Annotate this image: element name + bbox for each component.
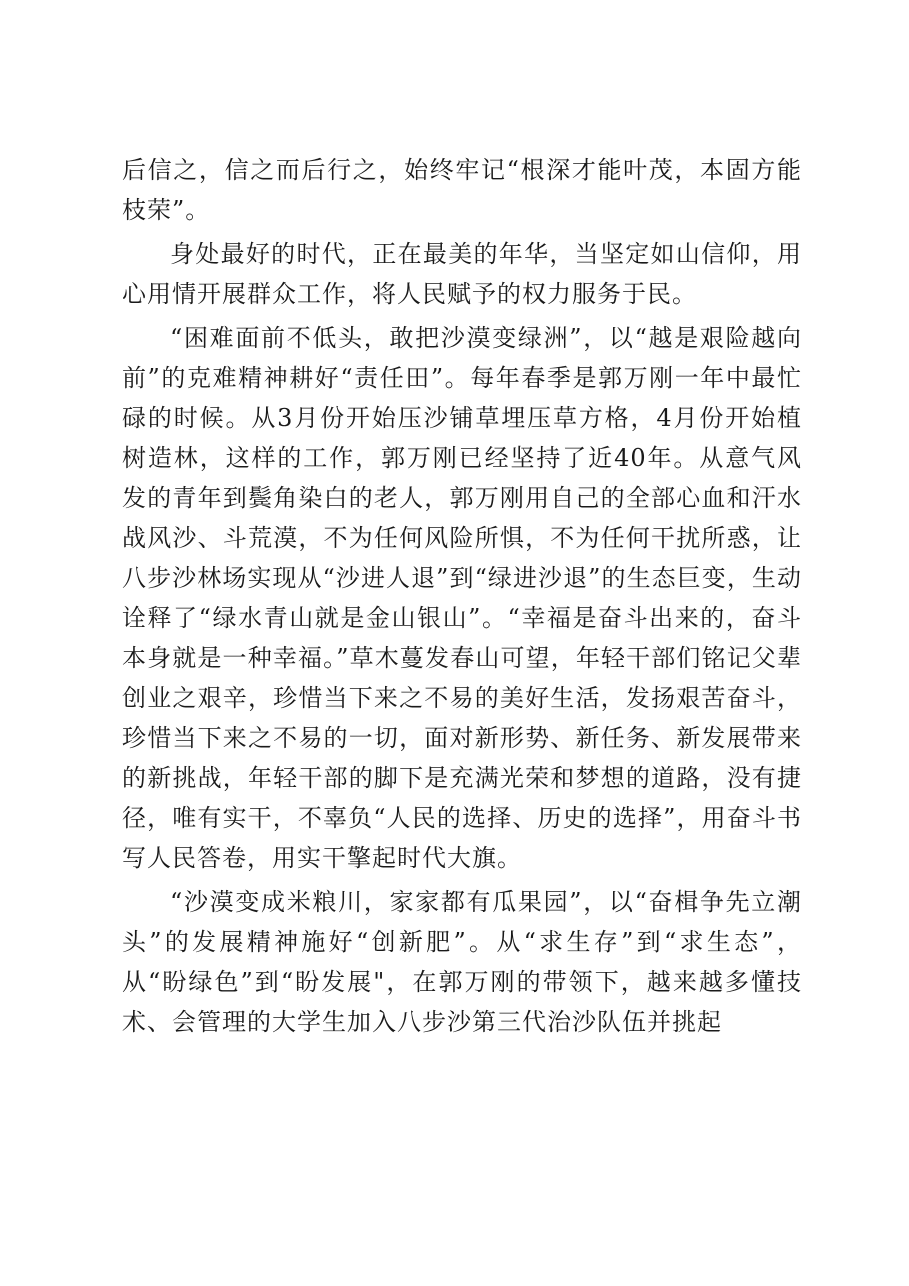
document-body <box>122 150 802 1042</box>
paragraph-continuation: 后信之，信之而后行之，始终牢记“根深才能叶茂，本固方能枝荣”。 <box>122 156 802 224</box>
paragraph-era: 身处最好的时代，正在最美的年华，当坚定如山信仰，用心用情开展群众工作，将人民赋予的权力服务于民。 <box>122 240 802 308</box>
paragraph-responsibility: “困难面前不低头，敢把沙漠变绿洲”，以“越是艰险越向前”的克难精神耕好“责任田”。每年春季是郭万刚一年中最忙碌的时候。从3月份开始压沙铺草埋压草方格，4月份开始植树造林，这样的工作，郭万刚已经坚持了近40年。从意气风发的青年到鬓角染白的老人，郭万刚用自己的全部心血和汗水战风沙、斗荒漠，不为任何风险所惧，不为任何干扰所惑，让八步沙林场实现从“沙进人退”到“绿进沙退”的生态巨变，生动诠释了“绿水青山就是金山银山”。“幸福是奋斗出来的，奋斗本身就是一种幸福。”草木蔓发春山可望，年轻干部们铭记父辈创业之艰辛，珍惜当下来之不易的美好生活，发扬艰苦奋斗，珍惜当下来之不易的一切，面对新形势、新任务、新发展带来的新挑战，年轻干部的脚下是充满光荣和梦想的道路，没有捷径，唯有实干，不辜负“人民的选择、历史的选择”，用奋斗书写人民答卷，用实干擎起时代大旗。 <box>122 324 802 872</box>
paragraph-innovation: “沙漠变成米粮川，家家都有瓜果园”，以“奋楫争先立潮头”的发展精神施好“创新肥”。从“求生存”到“求生态”，从“盼绿色”到“盼发展"，在郭万刚的带领下，越来越多懂技术、会管理的大学生加入八步沙第三代治沙队伍并挑起 <box>122 888 802 1036</box>
